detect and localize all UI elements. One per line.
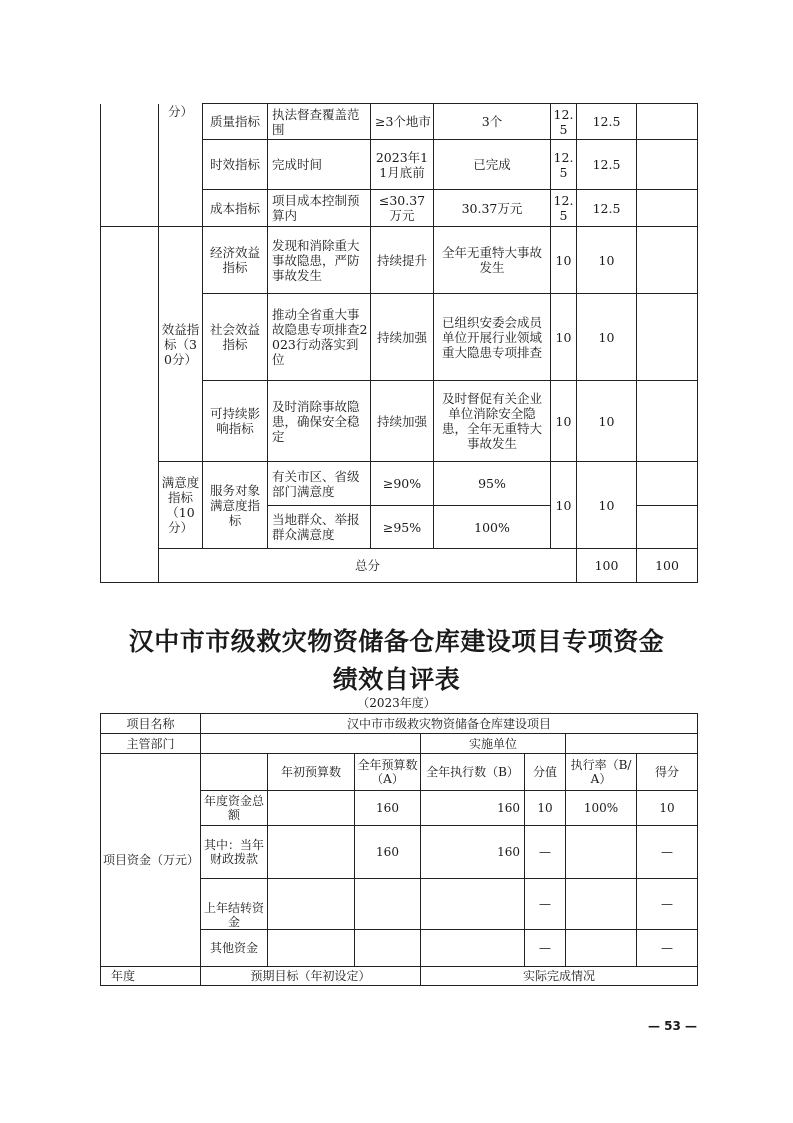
output-category-tail: 分） — [159, 104, 203, 227]
annual-target: 2023年11月底前 — [371, 140, 434, 190]
benefit-category: 效益指标（30分） — [159, 227, 203, 462]
level3-indicator: 执法督查覆盖范围 — [268, 104, 371, 140]
score-value: — — [637, 879, 698, 930]
annual-budget: 160 — [355, 826, 421, 879]
table-header-row — [101, 754, 698, 791]
header-annual-budget: 全年预算数（A） — [355, 754, 421, 791]
score-value: 12.5 — [577, 104, 637, 140]
execution-rate — [566, 879, 637, 930]
score-value: 10 — [577, 294, 637, 381]
level3-indicator: 当地群众、举报群众满意度 — [268, 506, 371, 549]
funds-label: 项目资金（万元） — [101, 754, 201, 967]
table-row — [101, 104, 698, 140]
annual-target: 持续提升 — [371, 227, 434, 294]
project-name-label: 项目名称 — [101, 714, 201, 734]
annual-executed — [421, 930, 525, 967]
level3-indicator: 及时消除事故隐患，确保安全稳定 — [268, 381, 371, 462]
level2-indicator: 服务对象满意度指标 — [203, 462, 268, 549]
weight-value: — — [525, 930, 566, 967]
actual-value: 3个 — [434, 104, 551, 140]
impl-unit-value — [566, 734, 698, 754]
header-annual-executed: 全年执行数（B） — [421, 754, 525, 791]
page-title: 汉中市市级救灾物资储备仓库建设项目专项资金 — [128, 627, 665, 656]
level2-indicator: 质量指标 — [203, 104, 268, 140]
level3-indicator: 发现和消除重大事故隐患，严防事故发生 — [268, 227, 371, 294]
execution-rate: 100% — [566, 791, 637, 826]
remark-cell — [637, 294, 698, 381]
score-value: 10 — [577, 227, 637, 294]
table-row — [101, 734, 698, 754]
table-row — [101, 462, 698, 506]
page-subtitle: 绩效自评表 — [332, 665, 461, 694]
total-label: 总分 — [159, 549, 577, 583]
initial-budget — [268, 791, 355, 826]
expected-target-label: 预期目标（年初设定） — [201, 967, 421, 986]
header-blank — [201, 754, 268, 791]
header-weight: 分值 — [525, 754, 566, 791]
total-row — [101, 549, 698, 583]
execution-rate — [566, 826, 637, 879]
annual-executed — [421, 879, 525, 930]
dept-label: 主管部门 — [101, 734, 201, 754]
annual-executed: 160 — [421, 791, 525, 826]
actual-value: 100% — [434, 506, 551, 549]
annual-budget — [355, 930, 421, 967]
score-value: 12.5 — [577, 190, 637, 227]
actual-value: 已完成 — [434, 140, 551, 190]
funds-row-label: 年度资金总额 — [201, 791, 268, 826]
annual-budget: 160 — [355, 791, 421, 826]
remark-cell — [637, 104, 698, 140]
annual-target: ≥90% — [371, 462, 434, 506]
remark-cell — [637, 227, 698, 294]
level3-indicator: 项目成本控制预算内 — [268, 190, 371, 227]
year-note: （2023年度） — [357, 696, 436, 710]
funds-row-label: 其中：当年财政拨款 — [201, 826, 268, 879]
project-name-value: 汉中市市级救灾物资储备仓库建设项目 — [201, 714, 698, 734]
satisfaction-category: 满意度指标（10分） — [159, 462, 203, 549]
level3-indicator: 推动全省重大事故隐患专项排查2023行动落实到位 — [268, 294, 371, 381]
annual-target: ≥95% — [371, 506, 434, 549]
weight-value: 12.5 — [551, 190, 577, 227]
weight-value: 10 — [551, 462, 577, 549]
year-label: 年度 — [101, 967, 201, 986]
score-value: 12.5 — [577, 140, 637, 190]
remark-cell — [637, 381, 698, 462]
weight-value: 10 — [551, 227, 577, 294]
score-value: 10 — [577, 462, 637, 549]
annual-budget — [355, 879, 421, 930]
indicator-table-continued — [100, 103, 698, 583]
funds-row-label: 上年结转资金 — [201, 879, 268, 930]
score-value: 10 — [637, 791, 698, 826]
initial-budget — [268, 826, 355, 879]
header-score: 得分 — [637, 754, 698, 791]
actual-value: 已组织安委会成员单位开展行业领域重大隐患专项排查 — [434, 294, 551, 381]
impl-unit-label: 实施单位 — [421, 734, 566, 754]
actual-value: 全年无重特大事故发生 — [434, 227, 551, 294]
weight-value: 10 — [551, 381, 577, 462]
remark-cell — [637, 462, 698, 506]
actual-value: 30.37万元 — [434, 190, 551, 227]
level2-indicator: 社会效益指标 — [203, 294, 268, 381]
level2-indicator: 可持续影响指标 — [203, 381, 268, 462]
remark-cell — [637, 190, 698, 227]
score-value: — — [637, 930, 698, 967]
total-weight: 100 — [577, 549, 637, 583]
level2-indicator: 时效指标 — [203, 140, 268, 190]
level3-indicator: 完成时间 — [268, 140, 371, 190]
score-value: 10 — [577, 381, 637, 462]
total-score: 100 — [637, 549, 698, 583]
weight-value: 12.5 — [551, 104, 577, 140]
annual-executed: 160 — [421, 826, 525, 879]
header-execution-rate: 执行率（B/A） — [566, 754, 637, 791]
level3-indicator: 有关市区、省级部门满意度 — [268, 462, 371, 506]
table-row — [101, 714, 698, 734]
annual-target: 持续加强 — [371, 381, 434, 462]
performance-self-evaluation-table — [100, 713, 698, 986]
table-row — [101, 227, 698, 294]
annual-target: 持续加强 — [371, 294, 434, 381]
header-initial-budget: 年初预算数 — [268, 754, 355, 791]
actual-value: 95% — [434, 462, 551, 506]
actual-value: 及时督促有关企业单位消除安全隐患，全年无重特大事故发生 — [434, 381, 551, 462]
table-row — [101, 967, 698, 986]
page-number: — 53 — — [648, 1019, 698, 1033]
funds-row-label: 其他资金 — [201, 930, 268, 967]
remark-cell — [637, 140, 698, 190]
weight-value: 10 — [551, 294, 577, 381]
actual-completion-label: 实际完成情况 — [421, 967, 698, 986]
annual-target: ≤30.37万元 — [371, 190, 434, 227]
initial-budget — [268, 879, 355, 930]
execution-rate — [566, 930, 637, 967]
annual-target: ≥3个地市 — [371, 104, 434, 140]
score-value: — — [637, 826, 698, 879]
first-level-blank — [101, 227, 159, 583]
weight-value: 12.5 — [551, 140, 577, 190]
weight-value: 10 — [525, 791, 566, 826]
remark-cell — [637, 506, 698, 549]
weight-value: — — [525, 879, 566, 930]
initial-budget — [268, 930, 355, 967]
level2-indicator: 经济效益指标 — [203, 227, 268, 294]
level2-indicator: 成本指标 — [203, 190, 268, 227]
dept-value — [201, 734, 421, 754]
weight-value: — — [525, 826, 566, 879]
